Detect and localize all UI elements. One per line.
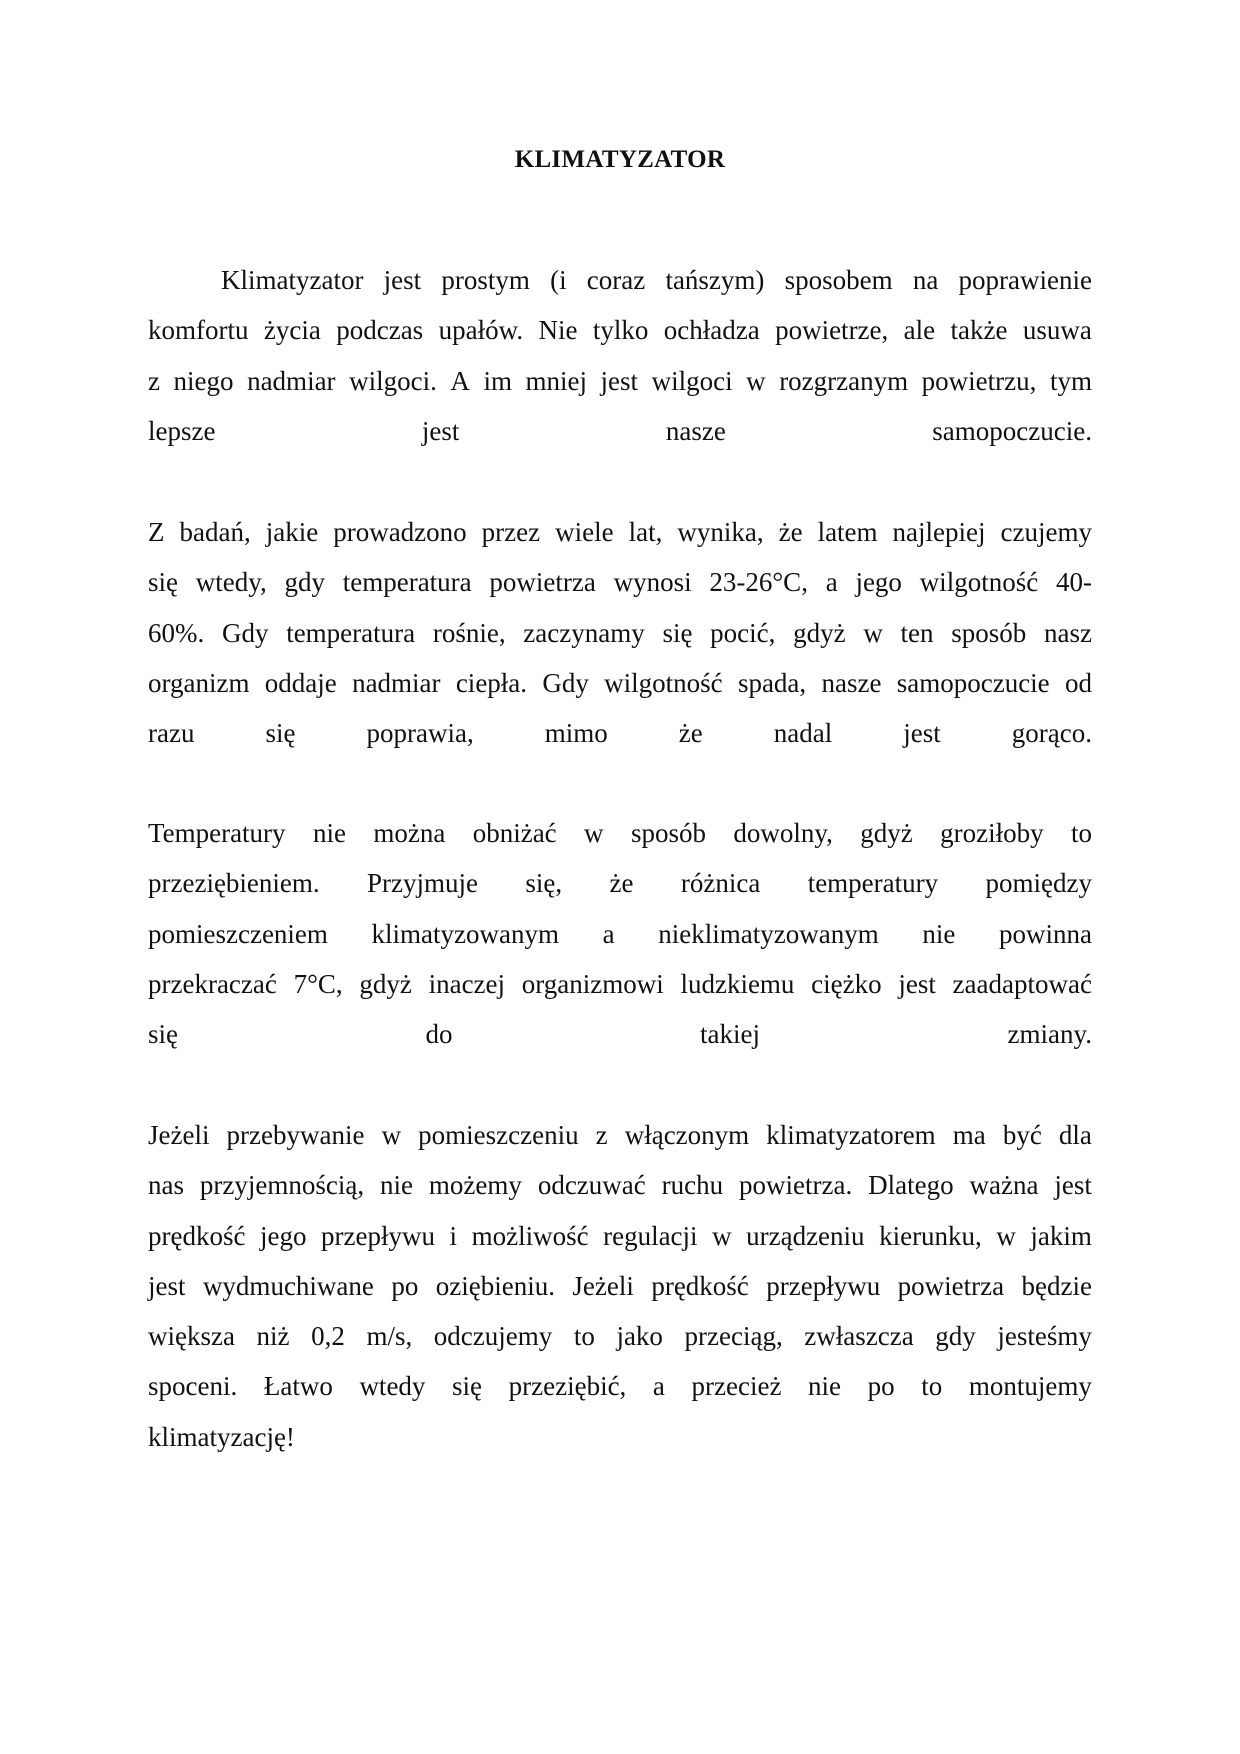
word: powietrzu, bbox=[921, 365, 1037, 396]
word: jest bbox=[1054, 1170, 1092, 1201]
word: większa bbox=[148, 1321, 235, 1352]
word: kierunku, bbox=[879, 1220, 982, 1251]
word: różnica bbox=[680, 868, 761, 899]
word: się bbox=[148, 1019, 178, 1050]
word: lepsze bbox=[148, 415, 216, 446]
word: usuwa bbox=[1022, 315, 1092, 346]
word: urządzeniu bbox=[746, 1220, 865, 1251]
paragraph-last-line bbox=[148, 708, 1092, 758]
word: nie bbox=[922, 918, 956, 949]
word: jest bbox=[600, 365, 639, 396]
word: jakim bbox=[1030, 1220, 1092, 1251]
word: być bbox=[1002, 1120, 1042, 1150]
word: badań, bbox=[179, 517, 251, 547]
word: temperatury bbox=[807, 868, 939, 899]
word: że bbox=[678, 718, 703, 749]
word: lat, bbox=[628, 517, 663, 547]
word: (i bbox=[550, 265, 567, 295]
word: ciepła. bbox=[455, 667, 528, 698]
word: klimatyzatorem bbox=[766, 1120, 936, 1150]
word: po bbox=[391, 1270, 419, 1301]
paragraph-line bbox=[148, 356, 1092, 406]
word: że bbox=[609, 868, 634, 899]
word: się bbox=[452, 1371, 483, 1402]
word: że bbox=[778, 517, 803, 547]
paragraph-line bbox=[148, 959, 1092, 1009]
word: nadal bbox=[773, 718, 833, 749]
word: temperatura bbox=[286, 617, 416, 648]
word: zaczynamy bbox=[523, 617, 645, 648]
word: obniżać bbox=[472, 818, 557, 848]
word: a bbox=[602, 918, 615, 949]
word: tylko bbox=[592, 315, 649, 346]
word: z bbox=[595, 1120, 608, 1150]
word: upałów. bbox=[438, 315, 524, 346]
word: przeziębić, bbox=[508, 1371, 627, 1402]
word: Przyjmuje bbox=[367, 868, 479, 899]
word: nasze bbox=[665, 415, 726, 446]
word: w bbox=[381, 1120, 402, 1150]
word: oddaje bbox=[264, 667, 337, 698]
word: się bbox=[148, 567, 178, 598]
word: ale bbox=[903, 315, 936, 346]
word: wilgoci bbox=[651, 365, 733, 396]
word: to bbox=[573, 1321, 595, 1352]
word: pomieszczeniem bbox=[148, 918, 328, 949]
word: niż bbox=[256, 1321, 290, 1352]
word: powietrze, bbox=[775, 315, 889, 346]
word: prowadzono bbox=[333, 517, 467, 547]
word: latem bbox=[817, 517, 878, 547]
word: powinna bbox=[998, 918, 1092, 949]
word: niego bbox=[173, 365, 234, 396]
word: a bbox=[825, 567, 838, 598]
word: wilgoci. bbox=[349, 365, 437, 396]
word: gdyż bbox=[860, 818, 913, 848]
word: takiej bbox=[700, 1019, 761, 1050]
paragraph-last-line: klimatyzację! bbox=[148, 1421, 295, 1452]
word: odczuwać bbox=[537, 1170, 646, 1201]
word: będzie bbox=[1021, 1270, 1092, 1301]
word: w bbox=[584, 818, 604, 848]
paragraph-line bbox=[148, 1160, 1092, 1210]
word: gorąco. bbox=[1011, 718, 1092, 749]
word: Łatwo bbox=[263, 1371, 333, 1402]
word: przepływu bbox=[766, 1270, 881, 1301]
word: samopoczucie. bbox=[932, 415, 1092, 446]
word: powietrza bbox=[489, 567, 596, 598]
paragraph-line bbox=[148, 305, 1092, 355]
paragraph-line bbox=[148, 909, 1092, 959]
word: także bbox=[950, 315, 1008, 346]
word: rośnie, bbox=[432, 617, 506, 648]
word: komfortu bbox=[148, 315, 249, 346]
paragraph-line bbox=[148, 1361, 1092, 1411]
word: nie bbox=[808, 1371, 842, 1402]
word: wiele bbox=[555, 517, 614, 547]
word: wynosi bbox=[613, 567, 692, 598]
paragraph-2 bbox=[148, 507, 1092, 758]
word: pocić, bbox=[710, 617, 776, 648]
word: w bbox=[746, 365, 766, 396]
word: zwłaszcza bbox=[804, 1321, 914, 1352]
word: odczujemy bbox=[433, 1321, 553, 1352]
word: nadmiar bbox=[352, 667, 441, 698]
word: groziłoby bbox=[940, 818, 1044, 848]
word: spada, bbox=[737, 667, 807, 698]
word: tym bbox=[1049, 365, 1092, 396]
paragraph-line bbox=[148, 557, 1092, 607]
paragraph-line bbox=[148, 1261, 1092, 1311]
word: Gdy bbox=[221, 617, 269, 648]
paragraph-4 bbox=[148, 1110, 1092, 1462]
paragraph-line bbox=[148, 507, 1092, 557]
word: Klimatyzator bbox=[221, 265, 364, 295]
word: na bbox=[912, 265, 939, 295]
word: włączonym bbox=[624, 1120, 750, 1150]
word: Gdy bbox=[542, 667, 589, 698]
word: zmiany. bbox=[1007, 1019, 1092, 1050]
word: możemy bbox=[428, 1170, 522, 1201]
word: Dlatego bbox=[868, 1170, 954, 1201]
word: jesteśmy bbox=[997, 1321, 1092, 1352]
word: pomieszczeniu bbox=[418, 1120, 579, 1150]
word: coraz bbox=[586, 265, 646, 295]
paragraph-line bbox=[148, 1211, 1092, 1261]
word: Z bbox=[148, 517, 165, 547]
word: prędkość bbox=[651, 1270, 749, 1301]
word: regulacji bbox=[603, 1220, 698, 1251]
word: ruchu bbox=[661, 1170, 724, 1201]
word: 0,2 bbox=[311, 1321, 345, 1352]
word: jako bbox=[616, 1321, 663, 1352]
word: w bbox=[712, 1220, 732, 1251]
word: Jeżeli bbox=[148, 1120, 210, 1150]
word: się bbox=[662, 617, 693, 648]
document-title: KLIMATYZATOR bbox=[514, 146, 726, 173]
word: czujemy bbox=[1000, 517, 1092, 547]
word: nasz bbox=[1043, 617, 1092, 648]
word: nie bbox=[380, 1170, 414, 1201]
word: Temperatury bbox=[148, 818, 286, 848]
word: oziębieniu. bbox=[435, 1270, 555, 1301]
word: ważna bbox=[969, 1170, 1039, 1201]
word: przez bbox=[481, 517, 541, 547]
word: jest bbox=[148, 1270, 186, 1301]
word: życia bbox=[263, 315, 321, 346]
word: po bbox=[867, 1371, 895, 1402]
word: prostym bbox=[441, 265, 530, 295]
word: mniej bbox=[525, 365, 587, 396]
word: 23-26°C, bbox=[709, 567, 808, 598]
paragraph-line bbox=[148, 255, 1092, 305]
word: im bbox=[483, 365, 512, 396]
word: wilgotność bbox=[919, 567, 1039, 598]
word: gdyż bbox=[359, 968, 412, 999]
paragraph-line bbox=[148, 1311, 1092, 1361]
word: mimo bbox=[544, 718, 608, 749]
word: inaczej bbox=[428, 968, 506, 999]
word: wynika, bbox=[677, 517, 764, 547]
word: gdyż bbox=[793, 617, 846, 648]
word: sposób bbox=[630, 818, 706, 848]
word: m/s, bbox=[366, 1321, 413, 1352]
word: Nie bbox=[538, 315, 578, 346]
word: nieklimatyzowanym bbox=[658, 918, 879, 949]
word: jakie bbox=[265, 517, 319, 547]
word: razu bbox=[148, 718, 195, 749]
word: przeziębieniem. bbox=[148, 868, 320, 899]
word: dla bbox=[1058, 1120, 1092, 1150]
word: w bbox=[996, 1220, 1016, 1251]
paragraph-line bbox=[148, 608, 1092, 658]
word: się bbox=[265, 718, 296, 749]
word: nadmiar bbox=[247, 365, 336, 396]
word: do bbox=[425, 1019, 453, 1050]
word: nasze bbox=[821, 667, 882, 698]
word: ma bbox=[952, 1120, 986, 1150]
word: ludzkiemu bbox=[680, 968, 795, 999]
word: organizm bbox=[148, 667, 250, 698]
paragraph-line bbox=[148, 658, 1092, 708]
paragraph-line bbox=[148, 1110, 1092, 1160]
word: przecież bbox=[691, 1371, 782, 1402]
paragraph-line bbox=[148, 858, 1092, 908]
word: jego bbox=[260, 1220, 307, 1251]
word: to bbox=[1070, 818, 1092, 848]
paragraph-last-line bbox=[148, 406, 1092, 456]
word: gdy bbox=[284, 567, 325, 598]
word: jest bbox=[903, 718, 941, 749]
word: prędkość bbox=[148, 1220, 246, 1251]
word: powietrza. bbox=[739, 1170, 853, 1201]
paragraph-last-line bbox=[148, 1009, 1092, 1059]
word: możliwość bbox=[471, 1220, 589, 1251]
word: 60%. bbox=[148, 617, 205, 648]
word: jest bbox=[898, 968, 936, 999]
word: rozgrzanym bbox=[779, 365, 909, 396]
word: przebywanie bbox=[226, 1120, 365, 1150]
word: dowolny, bbox=[733, 818, 833, 848]
word: się, bbox=[525, 868, 563, 899]
paragraph-1 bbox=[148, 255, 1092, 456]
word: i bbox=[449, 1220, 458, 1251]
word: temperatura bbox=[342, 567, 472, 598]
word: można bbox=[373, 818, 446, 848]
word: najlepiej bbox=[892, 517, 986, 547]
word: ochładza bbox=[663, 315, 760, 346]
word: jest bbox=[383, 265, 422, 295]
word: przekraczać bbox=[148, 968, 277, 999]
word: sposób bbox=[951, 617, 1027, 648]
word: przepływu bbox=[321, 1220, 435, 1251]
word: poprawia, bbox=[366, 718, 474, 749]
word: Jeżeli bbox=[572, 1270, 634, 1301]
word: wydmuchiwane bbox=[202, 1270, 374, 1301]
word: w bbox=[863, 617, 883, 648]
paragraph-line bbox=[148, 808, 1092, 858]
word: sposobem bbox=[784, 265, 893, 295]
word: nas bbox=[148, 1170, 184, 1201]
word: A bbox=[450, 365, 470, 396]
word: jest bbox=[421, 415, 460, 446]
word: 7°C, bbox=[293, 968, 343, 999]
word: tańszym) bbox=[665, 265, 765, 295]
word: pomiędzy bbox=[985, 868, 1092, 899]
word: powietrza bbox=[897, 1270, 1005, 1301]
word: ten bbox=[900, 617, 934, 648]
word: nie bbox=[312, 818, 346, 848]
word: przyjemnością, bbox=[199, 1170, 365, 1201]
word: wilgotność bbox=[604, 667, 723, 698]
word: przeciąg, bbox=[684, 1321, 783, 1352]
word: ciężko bbox=[811, 968, 882, 999]
word: z bbox=[148, 365, 160, 396]
word: spoceni. bbox=[148, 1371, 238, 1402]
word: wtedy bbox=[359, 1371, 426, 1402]
word: organizmowi bbox=[521, 968, 664, 999]
word: podczas bbox=[336, 315, 424, 346]
word: od bbox=[1064, 667, 1092, 698]
word: gdy bbox=[935, 1321, 976, 1352]
word: samopoczucie bbox=[896, 667, 1050, 698]
paragraph-3 bbox=[148, 808, 1092, 1059]
word: a bbox=[652, 1371, 665, 1402]
word: wtedy, bbox=[195, 567, 267, 598]
word: 40- bbox=[1055, 567, 1092, 598]
word: montujemy bbox=[968, 1371, 1092, 1402]
word: zaadaptować bbox=[952, 968, 1092, 999]
word: jego bbox=[855, 567, 902, 598]
word: to bbox=[921, 1371, 943, 1402]
word: poprawienie bbox=[958, 265, 1092, 295]
word: klimatyzowanym bbox=[371, 918, 560, 949]
